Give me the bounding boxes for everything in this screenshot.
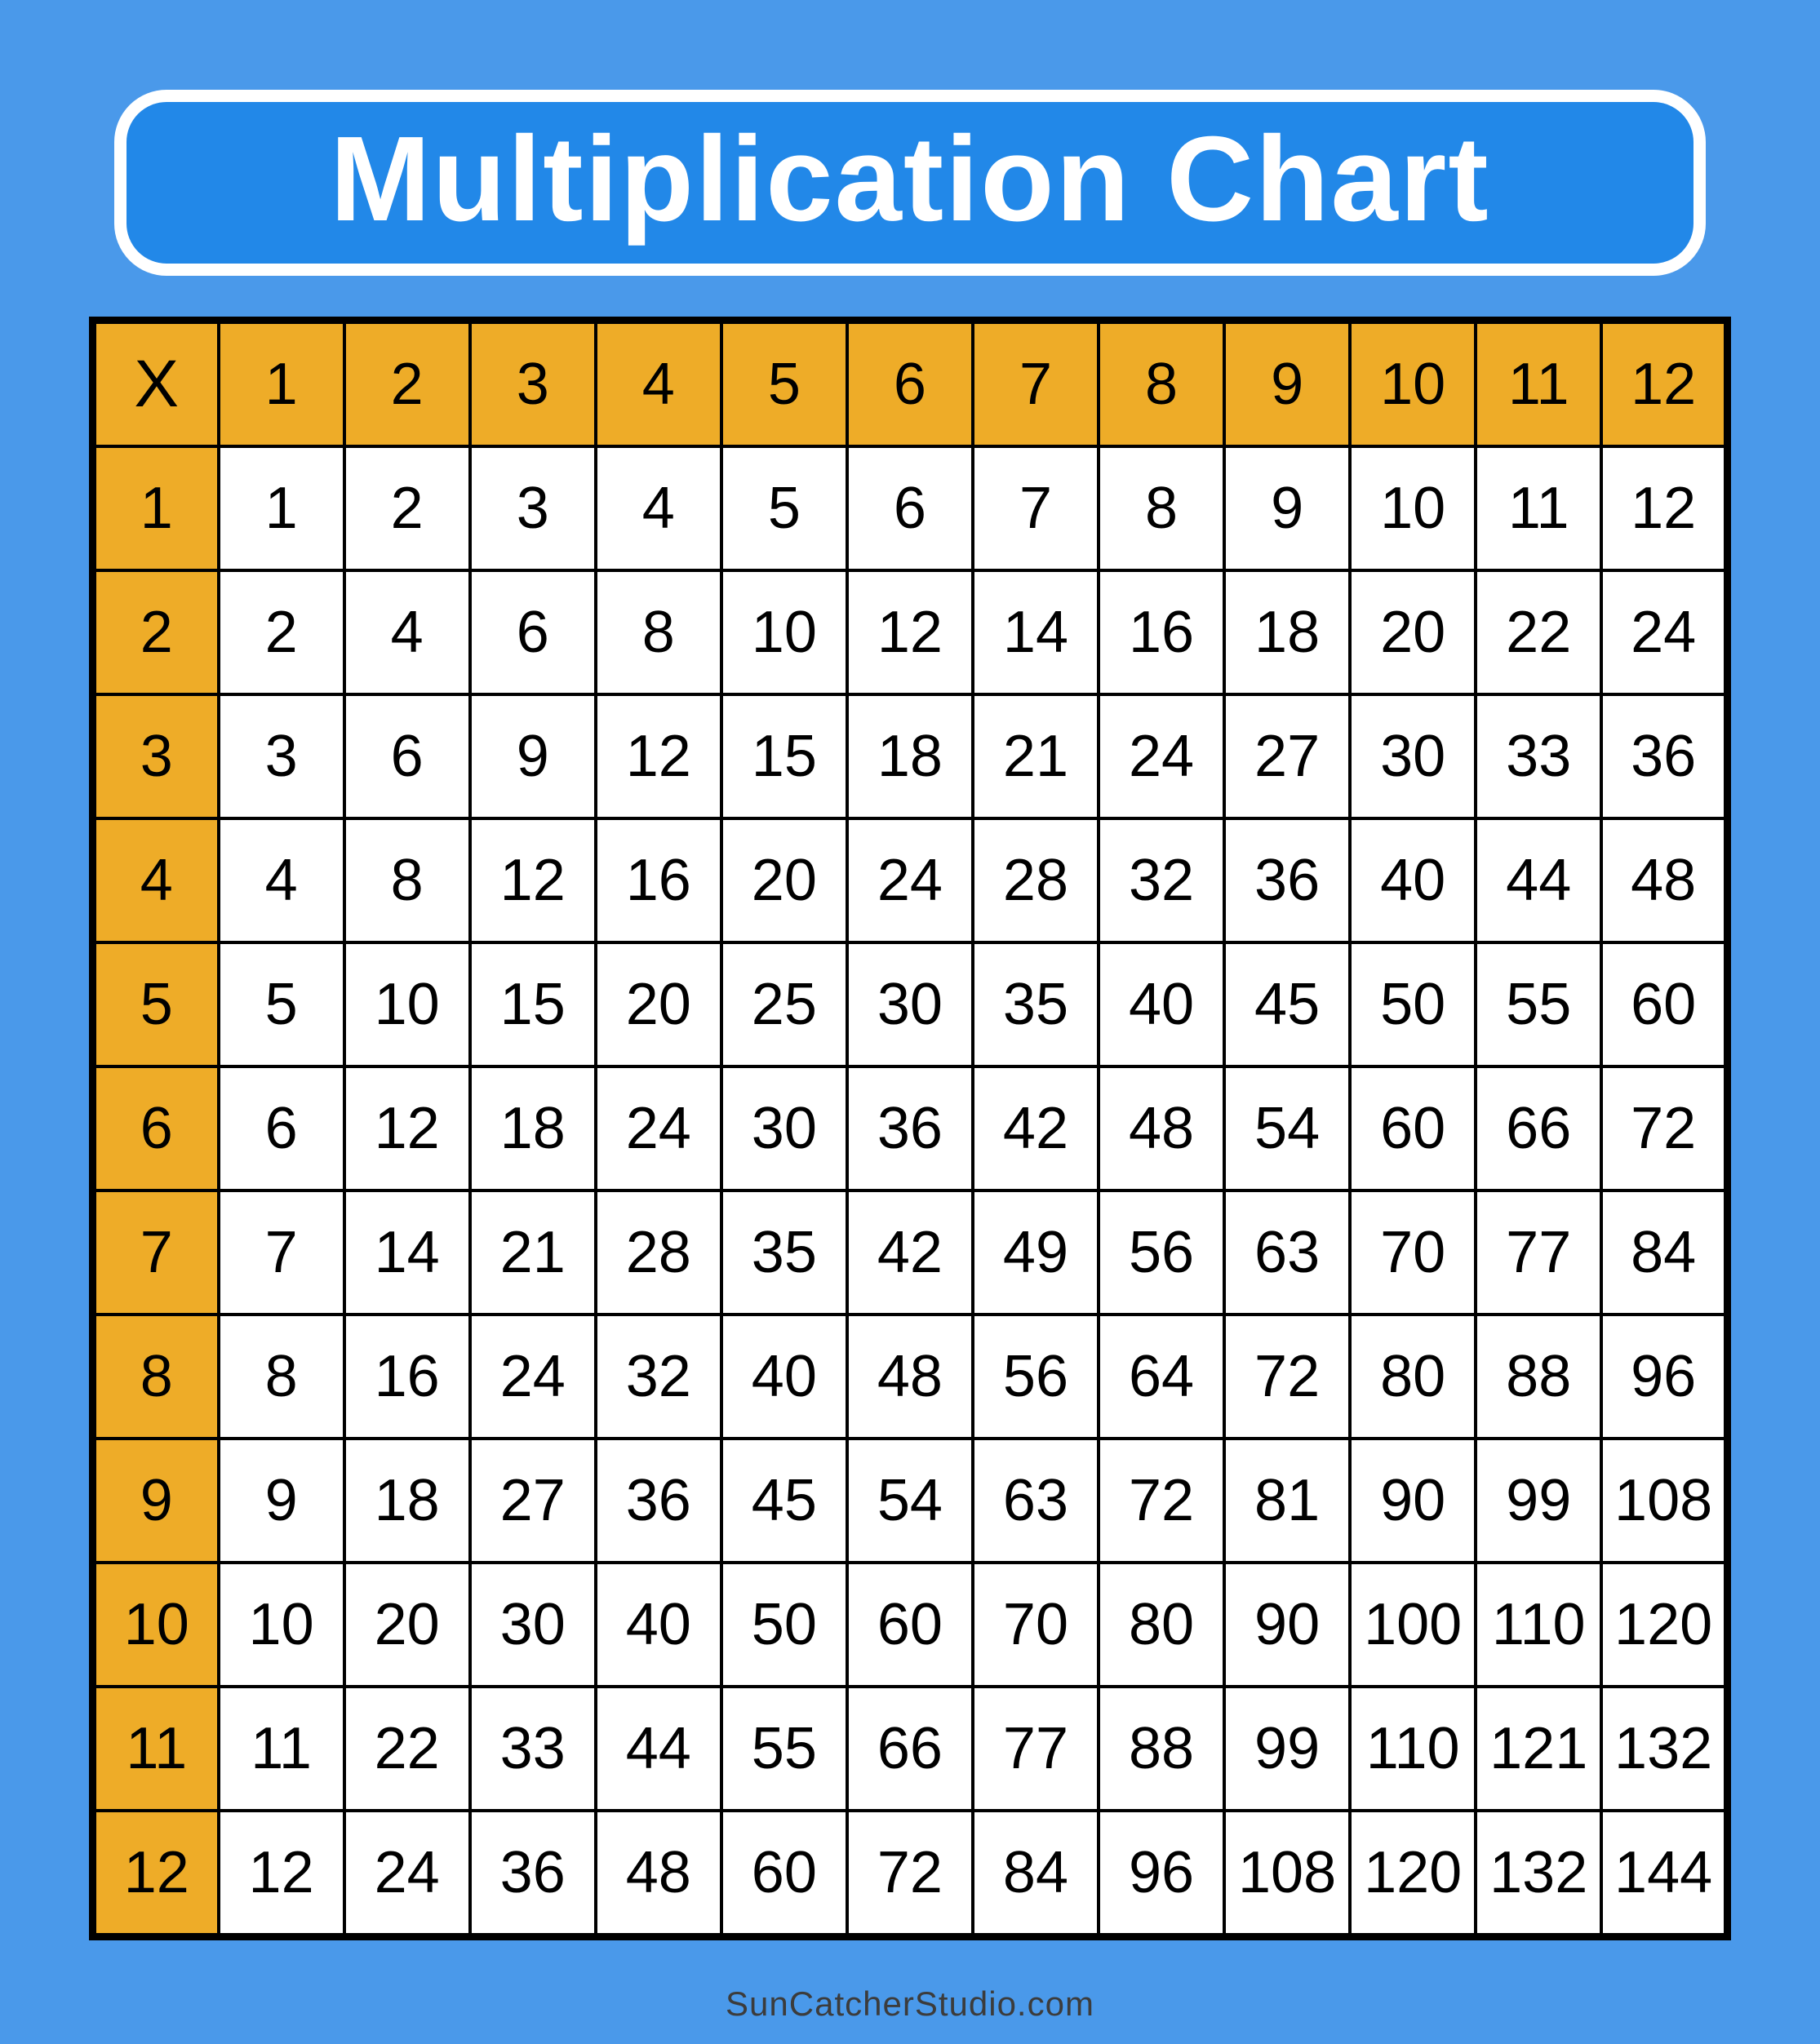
product-cell: 11	[219, 1687, 344, 1811]
product-cell: 6	[847, 446, 973, 570]
product-cell: 54	[1224, 1066, 1350, 1190]
table-row	[93, 942, 1728, 1066]
product-cell: 36	[1224, 818, 1350, 942]
row-header: 6	[93, 1066, 219, 1190]
product-cell: 3	[219, 694, 344, 818]
product-cell: 24	[847, 818, 973, 942]
product-cell: 20	[721, 818, 847, 942]
product-cell: 20	[344, 1563, 470, 1687]
product-cell: 80	[1350, 1315, 1476, 1439]
product-cell: 56	[1099, 1190, 1224, 1315]
product-cell: 6	[219, 1066, 344, 1190]
product-cell: 64	[1099, 1315, 1224, 1439]
product-cell: 12	[344, 1066, 470, 1190]
product-cell: 24	[344, 1811, 470, 1937]
column-header: 1	[219, 321, 344, 447]
product-cell: 16	[344, 1315, 470, 1439]
product-cell: 120	[1601, 1563, 1727, 1687]
column-header: 6	[847, 321, 973, 447]
column-header: 3	[470, 321, 596, 447]
product-cell: 84	[973, 1811, 1099, 1937]
product-cell: 72	[847, 1811, 973, 1937]
product-cell: 32	[1099, 818, 1224, 942]
title-banner	[114, 90, 1706, 276]
product-cell: 36	[596, 1439, 721, 1563]
product-cell: 27	[470, 1439, 596, 1563]
product-cell: 45	[721, 1439, 847, 1563]
product-cell: 7	[973, 446, 1099, 570]
column-header: 4	[596, 321, 721, 447]
product-cell: 33	[470, 1687, 596, 1811]
product-cell: 55	[721, 1687, 847, 1811]
product-cell: 33	[1476, 694, 1601, 818]
product-cell: 81	[1224, 1439, 1350, 1563]
product-cell: 3	[470, 446, 596, 570]
product-cell: 54	[847, 1439, 973, 1563]
table-row	[93, 1066, 1728, 1190]
product-cell: 30	[1350, 694, 1476, 818]
product-cell: 24	[596, 1066, 721, 1190]
product-cell: 12	[1601, 446, 1727, 570]
product-cell: 144	[1601, 1811, 1727, 1937]
column-header: 12	[1601, 321, 1727, 447]
product-cell: 63	[1224, 1190, 1350, 1315]
product-cell: 18	[470, 1066, 596, 1190]
product-cell: 10	[219, 1563, 344, 1687]
product-cell: 72	[1601, 1066, 1727, 1190]
product-cell: 88	[1099, 1687, 1224, 1811]
product-cell: 27	[1224, 694, 1350, 818]
product-cell: 20	[1350, 570, 1476, 694]
product-cell: 5	[219, 942, 344, 1066]
product-cell: 96	[1601, 1315, 1727, 1439]
product-cell: 2	[219, 570, 344, 694]
row-header: 7	[93, 1190, 219, 1315]
product-cell: 11	[1476, 446, 1601, 570]
product-cell: 70	[1350, 1190, 1476, 1315]
corner-cell: X	[93, 321, 219, 447]
product-cell: 48	[847, 1315, 973, 1439]
product-cell: 25	[721, 942, 847, 1066]
product-cell: 8	[344, 818, 470, 942]
row-header: 2	[93, 570, 219, 694]
product-cell: 30	[847, 942, 973, 1066]
product-cell: 40	[1350, 818, 1476, 942]
product-cell: 14	[344, 1190, 470, 1315]
product-cell: 40	[596, 1563, 721, 1687]
product-cell: 70	[973, 1563, 1099, 1687]
product-cell: 72	[1224, 1315, 1350, 1439]
product-cell: 4	[596, 446, 721, 570]
column-header: 9	[1224, 321, 1350, 447]
column-header: 5	[721, 321, 847, 447]
product-cell: 4	[344, 570, 470, 694]
product-cell: 6	[344, 694, 470, 818]
product-cell: 24	[470, 1315, 596, 1439]
product-cell: 20	[596, 942, 721, 1066]
product-cell: 9	[219, 1439, 344, 1563]
product-cell: 56	[973, 1315, 1099, 1439]
table-row	[93, 570, 1728, 694]
column-header: 11	[1476, 321, 1601, 447]
product-cell: 24	[1099, 694, 1224, 818]
product-cell: 132	[1476, 1811, 1601, 1937]
table-row	[93, 1190, 1728, 1315]
column-header: 10	[1350, 321, 1476, 447]
product-cell: 100	[1350, 1563, 1476, 1687]
product-cell: 22	[1476, 570, 1601, 694]
product-cell: 66	[1476, 1066, 1601, 1190]
product-cell: 77	[973, 1687, 1099, 1811]
product-cell: 1	[219, 446, 344, 570]
product-cell: 36	[847, 1066, 973, 1190]
row-header: 5	[93, 942, 219, 1066]
row-header: 8	[93, 1315, 219, 1439]
product-cell: 60	[1350, 1066, 1476, 1190]
product-cell: 50	[721, 1563, 847, 1687]
row-header: 9	[93, 1439, 219, 1563]
product-cell: 24	[1601, 570, 1727, 694]
product-cell: 90	[1224, 1563, 1350, 1687]
product-cell: 16	[1099, 570, 1224, 694]
column-header: 2	[344, 321, 470, 447]
product-cell: 4	[219, 818, 344, 942]
product-cell: 108	[1601, 1439, 1727, 1563]
product-cell: 18	[344, 1439, 470, 1563]
row-header: 1	[93, 446, 219, 570]
table-row	[93, 1563, 1728, 1687]
product-cell: 12	[596, 694, 721, 818]
product-cell: 36	[1601, 694, 1727, 818]
product-cell: 6	[470, 570, 596, 694]
product-cell: 120	[1350, 1811, 1476, 1937]
product-cell: 110	[1476, 1563, 1601, 1687]
product-cell: 22	[344, 1687, 470, 1811]
product-cell: 14	[973, 570, 1099, 694]
product-cell: 66	[847, 1687, 973, 1811]
product-cell: 121	[1476, 1687, 1601, 1811]
product-cell: 99	[1476, 1439, 1601, 1563]
product-cell: 110	[1350, 1687, 1476, 1811]
product-cell: 48	[596, 1811, 721, 1937]
product-cell: 12	[219, 1811, 344, 1937]
product-cell: 28	[973, 818, 1099, 942]
product-cell: 10	[1350, 446, 1476, 570]
product-cell: 28	[596, 1190, 721, 1315]
column-header: 7	[973, 321, 1099, 447]
product-cell: 12	[470, 818, 596, 942]
product-cell: 60	[1601, 942, 1727, 1066]
product-cell: 15	[721, 694, 847, 818]
product-cell: 48	[1601, 818, 1727, 942]
row-header: 4	[93, 818, 219, 942]
table-row	[93, 446, 1728, 570]
product-cell: 60	[721, 1811, 847, 1937]
table-row	[93, 694, 1728, 818]
product-cell: 45	[1224, 942, 1350, 1066]
product-cell: 35	[721, 1190, 847, 1315]
product-cell: 60	[847, 1563, 973, 1687]
product-cell: 88	[1476, 1315, 1601, 1439]
product-cell: 90	[1350, 1439, 1476, 1563]
table-body	[93, 446, 1728, 1937]
product-cell: 8	[1099, 446, 1224, 570]
product-cell: 15	[470, 942, 596, 1066]
product-cell: 80	[1099, 1563, 1224, 1687]
product-cell: 21	[470, 1190, 596, 1315]
multiplication-table	[89, 317, 1731, 1940]
product-cell: 132	[1601, 1687, 1727, 1811]
footer-credit: SunCatcherStudio.com	[726, 1984, 1094, 2023]
table-row	[93, 1315, 1728, 1439]
product-cell: 32	[596, 1315, 721, 1439]
column-header: 8	[1099, 321, 1224, 447]
product-cell: 40	[1099, 942, 1224, 1066]
product-cell: 108	[1224, 1811, 1350, 1937]
product-cell: 5	[721, 446, 847, 570]
product-cell: 35	[973, 942, 1099, 1066]
product-cell: 42	[973, 1066, 1099, 1190]
product-cell: 48	[1099, 1066, 1224, 1190]
product-cell: 84	[1601, 1190, 1727, 1315]
product-cell: 21	[973, 694, 1099, 818]
product-cell: 36	[470, 1811, 596, 1937]
row-header: 10	[93, 1563, 219, 1687]
product-cell: 55	[1476, 942, 1601, 1066]
product-cell: 63	[973, 1439, 1099, 1563]
product-cell: 99	[1224, 1687, 1350, 1811]
table-row	[93, 1811, 1728, 1937]
product-cell: 72	[1099, 1439, 1224, 1563]
product-cell: 30	[470, 1563, 596, 1687]
table-row	[93, 818, 1728, 942]
table-row	[93, 1439, 1728, 1563]
product-cell: 9	[1224, 446, 1350, 570]
product-cell: 77	[1476, 1190, 1601, 1315]
product-cell: 49	[973, 1190, 1099, 1315]
product-cell: 2	[344, 446, 470, 570]
product-cell: 44	[1476, 818, 1601, 942]
product-cell: 10	[344, 942, 470, 1066]
product-cell: 12	[847, 570, 973, 694]
table-row	[93, 1687, 1728, 1811]
row-header: 11	[93, 1687, 219, 1811]
product-cell: 16	[596, 818, 721, 942]
product-cell: 40	[721, 1315, 847, 1439]
product-cell: 10	[721, 570, 847, 694]
product-cell: 7	[219, 1190, 344, 1315]
table-header	[93, 321, 1728, 447]
product-cell: 8	[219, 1315, 344, 1439]
product-cell: 50	[1350, 942, 1476, 1066]
product-cell: 30	[721, 1066, 847, 1190]
product-cell: 9	[470, 694, 596, 818]
row-header: 12	[93, 1811, 219, 1937]
product-cell: 44	[596, 1687, 721, 1811]
product-cell: 18	[1224, 570, 1350, 694]
product-cell: 18	[847, 694, 973, 818]
header-row	[93, 321, 1728, 447]
page-title: Multiplication Chart	[330, 112, 1490, 246]
row-header: 3	[93, 694, 219, 818]
product-cell: 8	[596, 570, 721, 694]
product-cell: 42	[847, 1190, 973, 1315]
product-cell: 96	[1099, 1811, 1224, 1937]
